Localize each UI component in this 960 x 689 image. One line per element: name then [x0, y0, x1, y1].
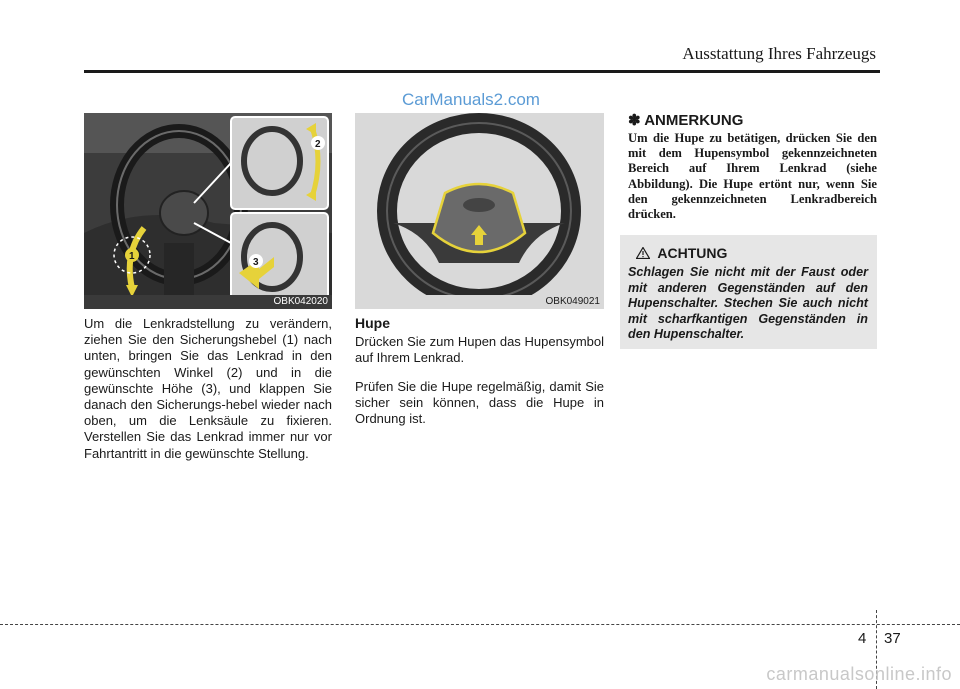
- figure-steering-adjustment: [84, 113, 332, 309]
- warning-heading-label: ACHTUNG: [657, 245, 728, 261]
- section-heading-hupe: Hupe: [355, 315, 390, 331]
- steering-adjustment-illustration: [84, 113, 332, 309]
- footer-rule: [0, 624, 960, 625]
- page-number: 37: [884, 630, 901, 647]
- hupe-paragraph-2: Prüfen Sie die Hupe regelmäßig, damit Sie sicher sein können, dass die Hupe in Ordnung ist.: [355, 379, 604, 427]
- watermark-bottom: carmanualsonline.info: [766, 664, 952, 684]
- horn-wheel-illustration: [355, 113, 604, 309]
- warning-text: Schlagen Sie nicht mit der Faust oder mit anderen Gegenständen auf den Hupenschalter. Stechen Sie auch nicht mit scharfkantigen Gegenständen in den Hupenschalter.: [628, 265, 868, 342]
- callout-1-label: 1: [129, 251, 135, 262]
- chapter-number: 4: [858, 630, 867, 647]
- watermark-top: CarManuals2.com: [402, 90, 540, 109]
- note-heading-label: ANMERKUNG: [644, 112, 744, 129]
- steering-adjustment-text: Um die Lenkradstellung zu verändern, ziehen Sie den Sicherungshebel (1) nach unten, bringen Sie das Lenkrad in den gewünschten Winkel (2) und in die gewünschte Höhe (3), und klappen Sie danach den Sicherungs-hebel wieder nach oben, um die Lenksäule zu fixieren. Verstellen Sie das Lenkrad immer nur vor Fahrtantritt in die gewünschte Stellung.: [84, 316, 332, 461]
- note-symbol-icon: ✽: [628, 112, 641, 129]
- warning-box: [620, 235, 877, 349]
- callout-2-label: 2: [315, 139, 321, 150]
- figure-horn-wheel: [355, 113, 604, 309]
- warning-triangle-icon: [636, 247, 650, 259]
- hupe-paragraph-1: Drücken Sie zum Hupen das Hupensymbol auf Ihrem Lenkrad.: [355, 334, 604, 366]
- header-rule: [84, 70, 880, 73]
- note-heading: [628, 111, 743, 129]
- figure-code: OBK049021: [545, 296, 600, 307]
- callout-3-label: 3: [253, 257, 259, 268]
- note-text: Um die Hupe zu betätigen, drücken Sie den mit dem Hupensymbol gekennzeichneten Bereich auf Ihrem Lenkrad (siehe Abbildung). Die Hupe ertönt nur, wenn Sie den gekennzeichneten Lenkradbereich drücken.: [628, 131, 877, 222]
- page-header-title: Ausstattung Ihres Fahrzeugs: [682, 44, 876, 63]
- warning-heading: [636, 245, 727, 261]
- figure-code: OBK042020: [273, 296, 328, 307]
